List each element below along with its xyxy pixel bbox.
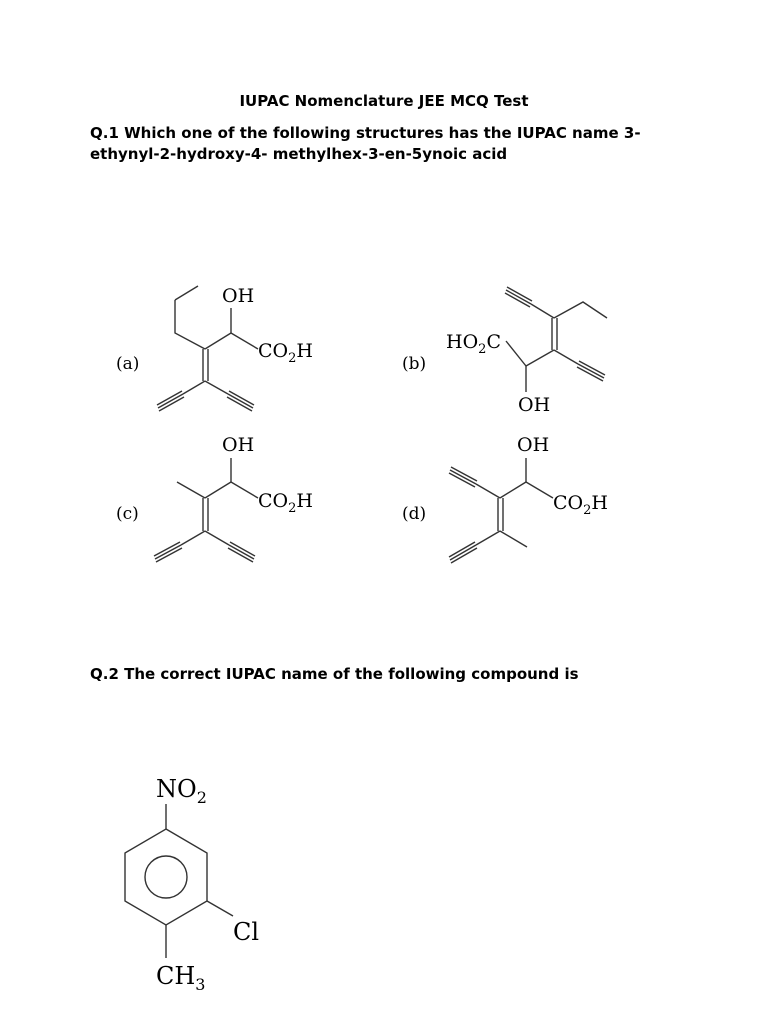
structure-b[interactable] bbox=[402, 287, 607, 416]
d-alkyne-top-2 bbox=[451, 467, 477, 481]
a-bond-to-choh bbox=[205, 333, 231, 349]
d-cooh-bond bbox=[526, 482, 553, 498]
c-cooh-bond bbox=[231, 482, 258, 498]
q2-benzene-structure bbox=[125, 775, 259, 994]
d-alkyne-bottom-3 bbox=[451, 548, 477, 563]
structure-d[interactable] bbox=[402, 434, 608, 563]
b-bond-to-alkene bbox=[526, 350, 554, 366]
option-b-label: (b) bbox=[402, 354, 427, 374]
d-alkyne-top-bond bbox=[476, 484, 500, 498]
a-alkyne-right-2 bbox=[229, 391, 254, 405]
c-alkyne-left-1 bbox=[155, 545, 181, 559]
question-2-text: Q.2 The correct IUPAC name of the following compound is bbox=[90, 665, 579, 683]
c-oh-label: OH bbox=[222, 434, 255, 456]
q2-methyl-label: $CH_3$ bbox=[156, 962, 206, 994]
d-alkyne-bottom-1 bbox=[450, 545, 476, 560]
a-alkyne-left-1 bbox=[158, 394, 183, 408]
b-alkyne-bottom-bond bbox=[554, 350, 578, 364]
b-alkyne-bottom-2 bbox=[579, 361, 605, 375]
q2-benzene-ring bbox=[125, 829, 207, 925]
b-alkyne-top-2 bbox=[505, 293, 530, 307]
b-alkyne-top-bond bbox=[531, 304, 554, 318]
b-acid-label: $HO_2C$ bbox=[446, 331, 501, 357]
d-alkyne-top-3 bbox=[449, 473, 475, 487]
c-alkyne-right-3 bbox=[228, 548, 253, 562]
b-oh-label: OH bbox=[518, 394, 551, 416]
c-alkyne-left-3 bbox=[156, 548, 182, 562]
option-d-label: (d) bbox=[402, 504, 427, 524]
d-methyl-bond bbox=[500, 531, 527, 547]
b-alkyne-top-1 bbox=[506, 290, 531, 304]
document-title: IUPAC Nomenclature JEE MCQ Test bbox=[239, 92, 529, 110]
a-ethyl-bond-1 bbox=[175, 286, 198, 300]
a-alkyne-right-1 bbox=[228, 394, 253, 408]
option-c-label: (c) bbox=[116, 504, 139, 524]
q2-chloro-label: Cl bbox=[233, 918, 260, 946]
b-alkyne-top-3 bbox=[507, 287, 532, 301]
structure-c[interactable] bbox=[116, 434, 313, 562]
b-ethyl-bond bbox=[554, 302, 607, 318]
a-oh-label: OH bbox=[222, 285, 255, 307]
question-1-text: Q.1 Which one of the following structures has the IUPAC name 3-ethynyl-2-hydroxy-4- methylhex-3-en-5ynoic acid bbox=[90, 124, 641, 163]
q2-nitro-label: $NO_2$ bbox=[156, 775, 207, 807]
option-a-label: (a) bbox=[116, 354, 140, 374]
a-ethyl-bond-2 bbox=[175, 300, 205, 349]
a-acid-label: $CO_2H$ bbox=[258, 340, 313, 366]
a-alkyne-right-bond bbox=[205, 381, 228, 394]
d-oh-label: OH bbox=[517, 434, 550, 456]
c-alkyne-right-2 bbox=[230, 542, 255, 556]
c-alkyne-left-bond bbox=[181, 531, 205, 545]
c-alkyne-right-1 bbox=[229, 545, 254, 559]
q2-chloro-bond bbox=[207, 901, 233, 916]
a-alkyne-left-2 bbox=[157, 391, 182, 405]
c-alkyne-right-bond bbox=[205, 531, 229, 545]
q2-aromatic-circle bbox=[145, 856, 187, 898]
c-acid-label: $CO_2H$ bbox=[258, 490, 313, 516]
c-bond-to-choh bbox=[205, 482, 231, 498]
c-methyl-bond bbox=[177, 482, 205, 498]
b-alkyne-bottom-1 bbox=[578, 364, 604, 378]
structure-a[interactable] bbox=[116, 285, 313, 411]
a-alkyne-left-3 bbox=[159, 397, 184, 411]
a-cooh-bond bbox=[231, 333, 258, 349]
d-alkyne-top-1 bbox=[450, 470, 476, 484]
d-alkyne-bottom-bond bbox=[476, 531, 500, 545]
b-acid-bond bbox=[506, 341, 526, 366]
a-alkyne-right-3 bbox=[227, 397, 252, 411]
d-bond-to-choh bbox=[500, 482, 526, 498]
d-acid-label: $CO_2H$ bbox=[553, 492, 608, 518]
d-alkyne-bottom-2 bbox=[449, 542, 475, 557]
a-alkyne-left-bond bbox=[183, 381, 205, 394]
b-alkyne-bottom-3 bbox=[577, 367, 603, 381]
c-alkyne-left-2 bbox=[154, 542, 180, 556]
